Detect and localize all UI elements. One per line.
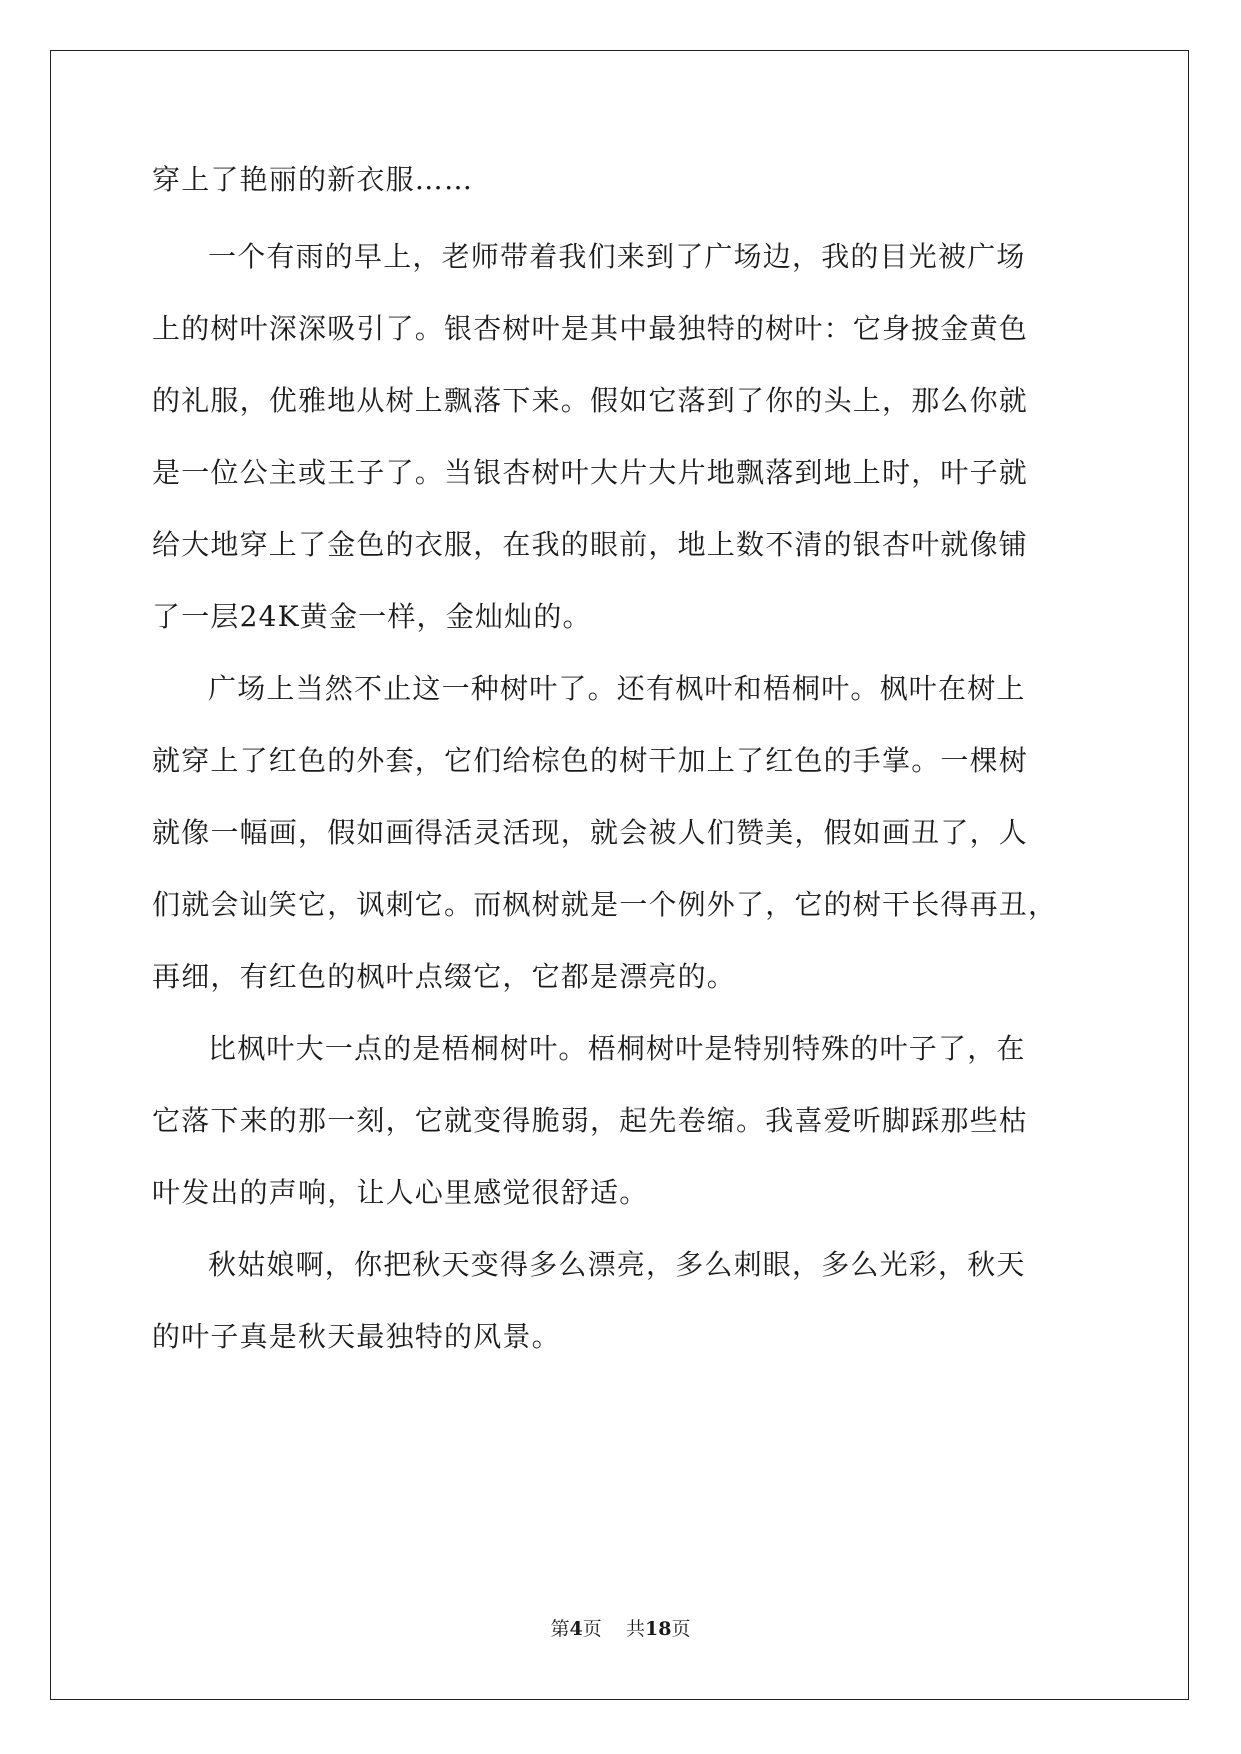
text-line: 就穿上了红色的外套，它们给棕色的树干加上了红色的手掌。一棵树: [152, 744, 1029, 777]
paragraph-first-line: 比枫叶大一点的是梧桐树叶。梧桐树叶是特别特殊的叶子了，在: [208, 1032, 1026, 1065]
text-line: 穿上了艳丽的新衣服……: [152, 163, 474, 196]
page-border: [50, 50, 1189, 1700]
paragraph-first-line: 广场上当然不止这一种树叶了。还有枫叶和梧桐叶。枫叶在树上: [208, 672, 1026, 705]
text-line: 叶发出的声响，让人心里感觉很舒适。: [152, 1176, 649, 1209]
text-line: 再细，有红色的枫叶点缀它，它都是漂亮的。: [152, 960, 737, 993]
text-line: 上的树叶深深吸引了。银杏树叶是其中最独特的树叶：它身披金黄色: [152, 312, 1029, 345]
footer-prefix: 第: [550, 1618, 570, 1640]
text-line: 们就会讪笑它，讽刺它。而枫树就是一个例外了，它的树干长得再丑，: [152, 888, 1058, 921]
text-line: 给大地穿上了金色的衣服，在我的眼前，地上数不清的银杏叶就像铺: [152, 528, 1029, 561]
text-line: 就像一幅画，假如画得活灵活现，就会被人们赞美，假如画丑了，人: [152, 816, 1029, 849]
page-number: 4: [569, 1618, 583, 1640]
footer-total-unit: 页: [671, 1618, 691, 1640]
footer-page-unit: 页: [582, 1618, 602, 1640]
total-pages: 18: [644, 1618, 672, 1640]
text-line: 的叶子真是秋天最独特的风景。: [152, 1320, 561, 1353]
footer-total-prefix: 共: [625, 1618, 645, 1640]
text-line: 是一位公主或王子了。当银杏树叶大片大片地飘落到地上时，叶子就: [152, 456, 1029, 489]
page-footer: [0, 1616, 1241, 1642]
paragraph-first-line: 秋姑娘啊，你把秋天变得多么漂亮，多么刺眼，多么光彩，秋天: [208, 1248, 1026, 1281]
text-line: 它落下来的那一刻，它就变得脆弱，起先卷缩。我喜爱听脚踩那些枯: [152, 1104, 1029, 1137]
text-line: 了一层24K黄金一样，金灿灿的。: [152, 600, 592, 633]
text-line: 的礼服，优雅地从树上飘落下来。假如它落到了你的头上，那么你就: [152, 384, 1029, 417]
paragraph-first-line: 一个有雨的早上，老师带着我们来到了广场边，我的目光被广场: [208, 240, 1026, 273]
